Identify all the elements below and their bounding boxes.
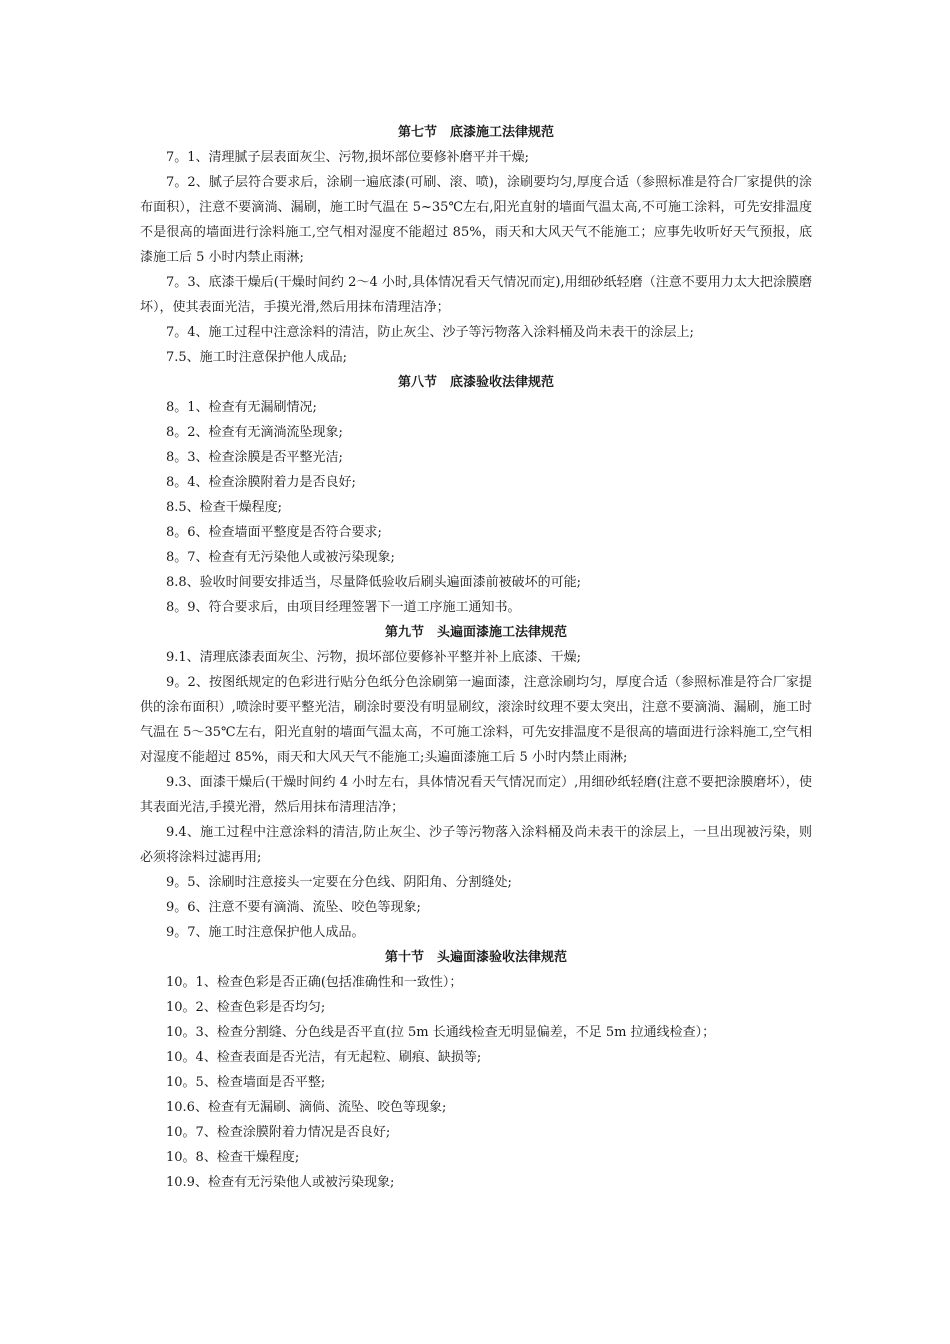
section-7 xyxy=(140,120,812,370)
paragraph: 7。2、腻子层符合要求后，涂刷一遍底漆(可刷、滚、喷)，涂刷要均匀,厚度合适（参照标准是符合厂家提供的涂布面积），注意不要滴淌、漏刷，施工时气温在 5~35℃左右,阳光直射的墙面气温太高,不可施工涂料，可先安排温度不是很高的墙面进行涂料施工,空气相对湿度不能超过 85%，雨天和大风天气不能施工；应事先收听好天气预报，底漆施工后 5 小时内禁止雨淋; xyxy=(140,175,812,265)
paragraph: 10.9、检查有无污染他人或被污染现象; xyxy=(166,1175,395,1190)
paragraph: 10。7、检查涂膜附着力情况是否良好; xyxy=(166,1125,391,1140)
paragraph: 10。1、检查色彩是否正确(包括准确性和一致性）； xyxy=(166,975,463,990)
paragraph: 10。4、检查表面是否光洁，有无起粒、刷痕、缺损等; xyxy=(166,1050,482,1065)
paragraph: 7。4、施工过程中注意涂料的清洁，防止灰尘、沙子等污物落入涂料桶及尚未表干的涂层上; xyxy=(166,325,694,340)
paragraph: 10。2、检查色彩是否均匀; xyxy=(166,1000,326,1015)
paragraph: 7。1、清理腻子层表面灰尘、污物,损坏部位要修补磨平并干燥; xyxy=(166,150,530,165)
paragraph: 8。1、检查有无漏刷情况; xyxy=(166,400,317,415)
paragraph: 9。7、施工时注意保护他人成品。 xyxy=(166,925,365,940)
paragraph: 8。7、检查有无污染他人或被污染现象; xyxy=(166,550,395,565)
paragraph: 10。8、检查干燥程度; xyxy=(166,1150,300,1165)
paragraph: 10。3、检查分割缝、分色线是否平直(拉 5m 长通线检查无明显偏差，不足 5m 拉通线检查）； xyxy=(166,1025,716,1040)
paragraph: 9.4、施工过程中注意涂料的清洁,防止灰尘、沙子等污物落入涂料桶及尚未表干的涂层上，一旦出现被污染，则必须将涂料过滤再用; xyxy=(140,825,812,865)
section-8 xyxy=(140,370,812,620)
section-9 xyxy=(140,620,812,945)
paragraph: 8。4、检查涂膜附着力是否良好; xyxy=(166,475,356,490)
section-heading: 第十节 头遍面漆验收法律规范 xyxy=(384,950,567,965)
paragraph: 8。2、检查有无滴淌流坠现象; xyxy=(166,425,343,440)
paragraph: 9.3、面漆干燥后(干燥时间约 4 小时左右，具体情况看天气情况而定）,用细砂纸轻磨(注意不要把涂膜磨坏），使其表面光洁,手摸光滑，然后用抹布清理洁净； xyxy=(140,775,812,815)
section-heading: 第八节 底漆验收法律规范 xyxy=(397,375,554,390)
paragraph: 8。3、检查涂膜是否平整光洁; xyxy=(166,450,343,465)
section-heading: 第七节 底漆施工法律规范 xyxy=(397,125,554,140)
paragraph: 10。5、检查墙面是否平整; xyxy=(166,1075,326,1090)
paragraph: 7.5、施工时注意保护他人成品; xyxy=(166,350,348,365)
paragraph: 8。6、检查墙面平整度是否符合要求; xyxy=(166,525,382,540)
paragraph: 9。5、涂刷时注意接头一定要在分色线、阴阳角、分割缝处; xyxy=(166,875,512,890)
section-10 xyxy=(140,945,812,1195)
paragraph: 9。2、按图纸规定的色彩进行贴分色纸分色涂刷第一遍面漆，注意涂刷均匀，厚度合适（参照标准是符合厂家提供的涂布面积）,喷涂时要平整光洁，刷涂时要没有明显刷纹，滚涂时纹理不要太突出，注意不要滴淌、漏刷，施工时气温在 5～35℃左右，阳光直射的墙面气温太高，不可施工涂料，可先安排温度不是很高的墙面进行涂料施工,空气相对湿度不能超过 85%，雨天和大风天气不能施工;头遍面漆施工后 5 小时内禁止雨淋; xyxy=(140,675,812,765)
paragraph: 7。3、底漆干燥后(干燥时间约 2～4 小时,具体情况看天气情况而定),用细砂纸轻磨（注意不要用力太大把涂膜磨坏），使其表面光洁，手摸光滑,然后用抹布清理洁净； xyxy=(140,275,812,315)
document-page xyxy=(140,120,812,1195)
section-heading: 第九节 头遍面漆施工法律规范 xyxy=(384,625,567,640)
paragraph: 9.1、清理底漆表面灰尘、污物，损坏部位要修补平整并补上底漆、干燥; xyxy=(166,650,582,665)
paragraph: 8。9、符合要求后，由项目经理签署下一道工序施工通知书。 xyxy=(166,600,521,615)
paragraph: 8.8、验收时间要安排适当，尽量降低验收后刷头遍面漆前被破坏的可能; xyxy=(166,575,582,590)
paragraph: 10.6、检查有无漏刷、滴倘、流坠、咬色等现象; xyxy=(166,1100,447,1115)
paragraph: 8.5、检查干燥程度; xyxy=(166,500,283,515)
paragraph: 9。6、注意不要有滴淌、流坠、咬色等现象; xyxy=(166,900,421,915)
